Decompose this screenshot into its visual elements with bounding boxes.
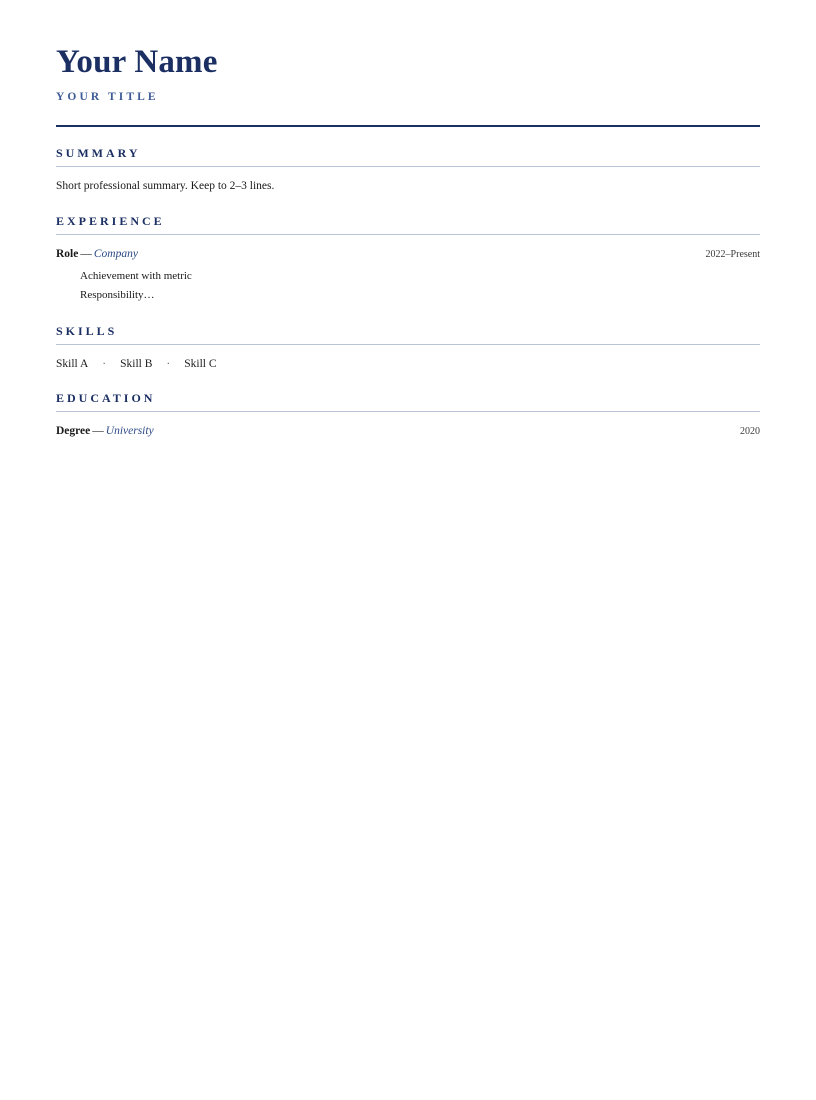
skill-item: Skill C (184, 357, 217, 370)
education-entry-heading (56, 423, 154, 440)
skill-item: Skill B (120, 357, 153, 370)
experience-date: 2022–Present (705, 248, 760, 260)
list-item: Responsibility… (80, 288, 155, 301)
education-dash: — (92, 425, 104, 438)
skill-separator: · (166, 357, 171, 370)
education-entry (56, 423, 760, 440)
education-university: University (105, 425, 154, 438)
list-item: Achievement with metric (80, 270, 192, 283)
skill-separator: · (102, 357, 107, 370)
experience-role: Role (56, 247, 79, 260)
skills-body (56, 345, 760, 373)
experience-company: Company (93, 247, 138, 260)
skills-list (56, 356, 760, 373)
section-heading-summary: SUMMARY (56, 146, 760, 167)
experience-entry (56, 246, 760, 263)
experience-dash: — (80, 247, 92, 260)
experience-entry-heading (56, 246, 138, 263)
summary-text: Short professional summary. Keep to 2–3 lines. (56, 179, 275, 192)
skill-item: Skill A (56, 357, 89, 370)
section-experience (56, 214, 760, 305)
education-body (56, 412, 760, 440)
header-divider (56, 125, 760, 127)
professional-title: YOUR TITLE (56, 90, 159, 103)
section-summary (56, 146, 760, 195)
section-education (56, 391, 760, 440)
summary-body (56, 167, 760, 195)
experience-bullets (56, 267, 760, 304)
education-date: 2020 (740, 426, 760, 438)
resume-header (56, 40, 760, 127)
section-heading-education: EDUCATION (56, 391, 760, 412)
page-title: Your Name (56, 44, 218, 80)
section-skills (56, 324, 760, 373)
experience-body (56, 235, 760, 305)
section-heading-skills: SKILLS (56, 324, 760, 345)
education-degree: Degree (56, 425, 91, 438)
section-heading-experience: EXPERIENCE (56, 214, 760, 235)
